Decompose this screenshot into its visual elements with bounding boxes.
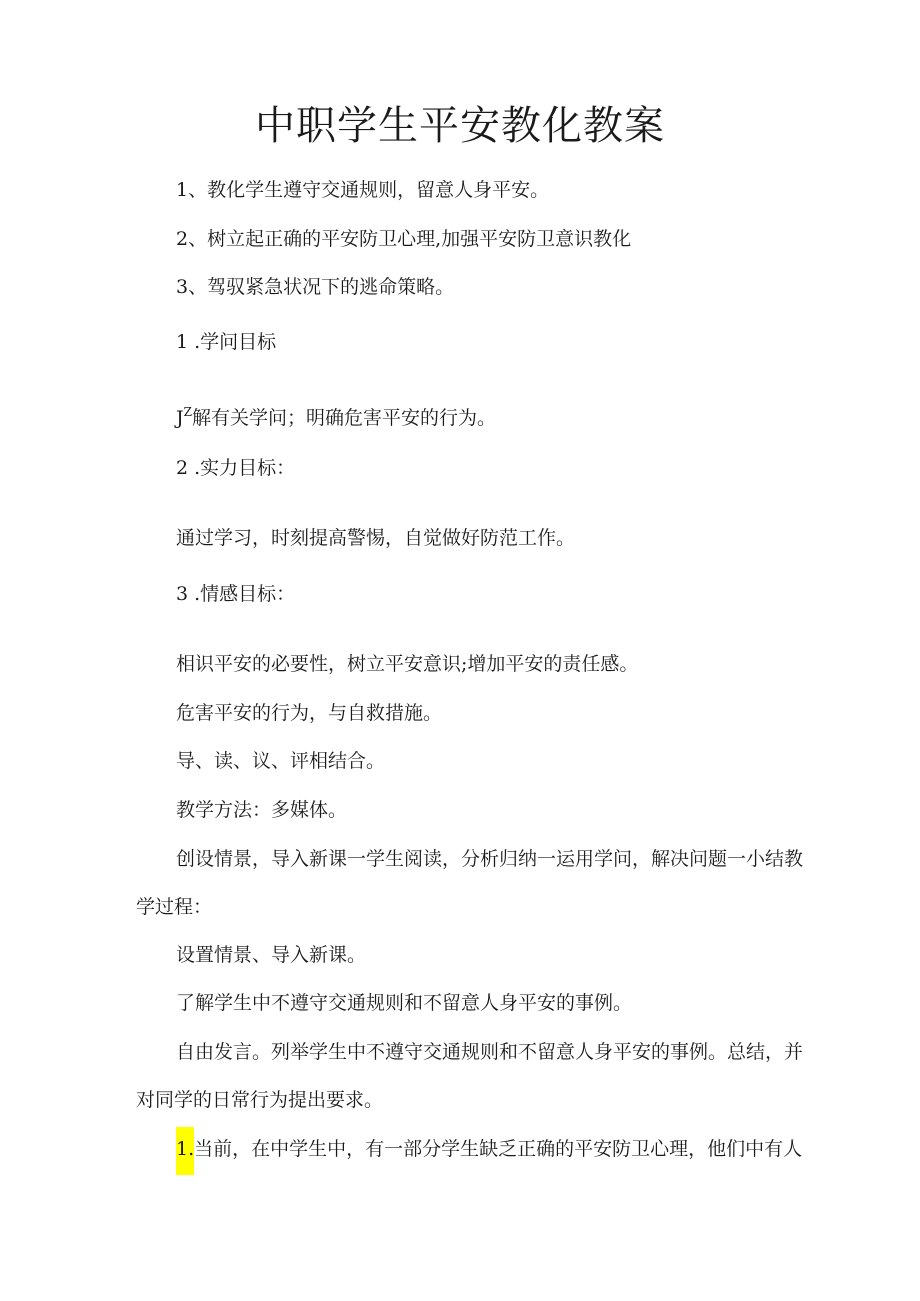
- highlighted-list-number: 1.: [176, 1127, 194, 1175]
- heading-emotion-goal: 3 .情感目标：: [176, 583, 296, 605]
- paragraph-objective-2: 2、树立起正确的平安防卫心理,加强平安防卫意识教化: [176, 228, 632, 250]
- paragraph-knowledge-goal: [176, 398, 496, 432]
- paragraph-teaching-method: 教学方法：多媒体。: [176, 799, 348, 821]
- paragraph-ability-goal: 通过学习，时刻提高警惕，自觉做好防范工作。: [176, 527, 576, 549]
- paragraph-key-points: 危害平安的行为，与自救措施。: [176, 702, 443, 724]
- garbled-glyph: J: [176, 407, 184, 429]
- heading-knowledge-goal: 1 .学问目标: [176, 331, 277, 353]
- paragraph-emotion-goal: 相识平安的必要性，树立平安意识;增加平安的责任感。: [176, 653, 639, 675]
- paragraph-discussion-line-1: 自由发言。列举学生中不遵守交通规则和不留意人身平安的事例。总结，并: [176, 1041, 804, 1063]
- garbled-superscript: Z: [183, 405, 192, 419]
- current-situation-text: 当前，在中学生中，有一部分学生缺乏正确的平安防卫心理，他们中有人: [194, 1138, 803, 1160]
- paragraph-process-line-2: 学过程：: [136, 896, 213, 918]
- knowledge-goal-text: 解有关学问；明确危害平安的行为。: [191, 407, 496, 429]
- heading-ability-goal: 2 .实力目标：: [176, 457, 296, 479]
- paragraph-objective-3: 3、驾驭紧急状况下的逃命策略。: [176, 276, 455, 298]
- paragraph-current-situation: [176, 1135, 802, 1175]
- paragraph-objective-1: 1、教化学生遵守交通规则，留意人身平安。: [176, 179, 550, 201]
- paragraph-understand-cases: 了解学生中不遵守交通规则和不留意人身平安的事例。: [176, 992, 633, 1014]
- paragraph-teaching-approach: 导、读、议、评相结合。: [176, 750, 386, 772]
- paragraph-set-scene: 设置情景、导入新课。: [176, 944, 367, 966]
- paragraph-discussion-line-2: 对同学的日常行为提出要求。: [136, 1089, 384, 1111]
- document-title: 中职学生平安教化教案: [255, 103, 665, 149]
- paragraph-process-line-1: 创设情景，导入新课一学生阅读，分析归纳一运用学问，解决问题一小结教: [176, 848, 804, 870]
